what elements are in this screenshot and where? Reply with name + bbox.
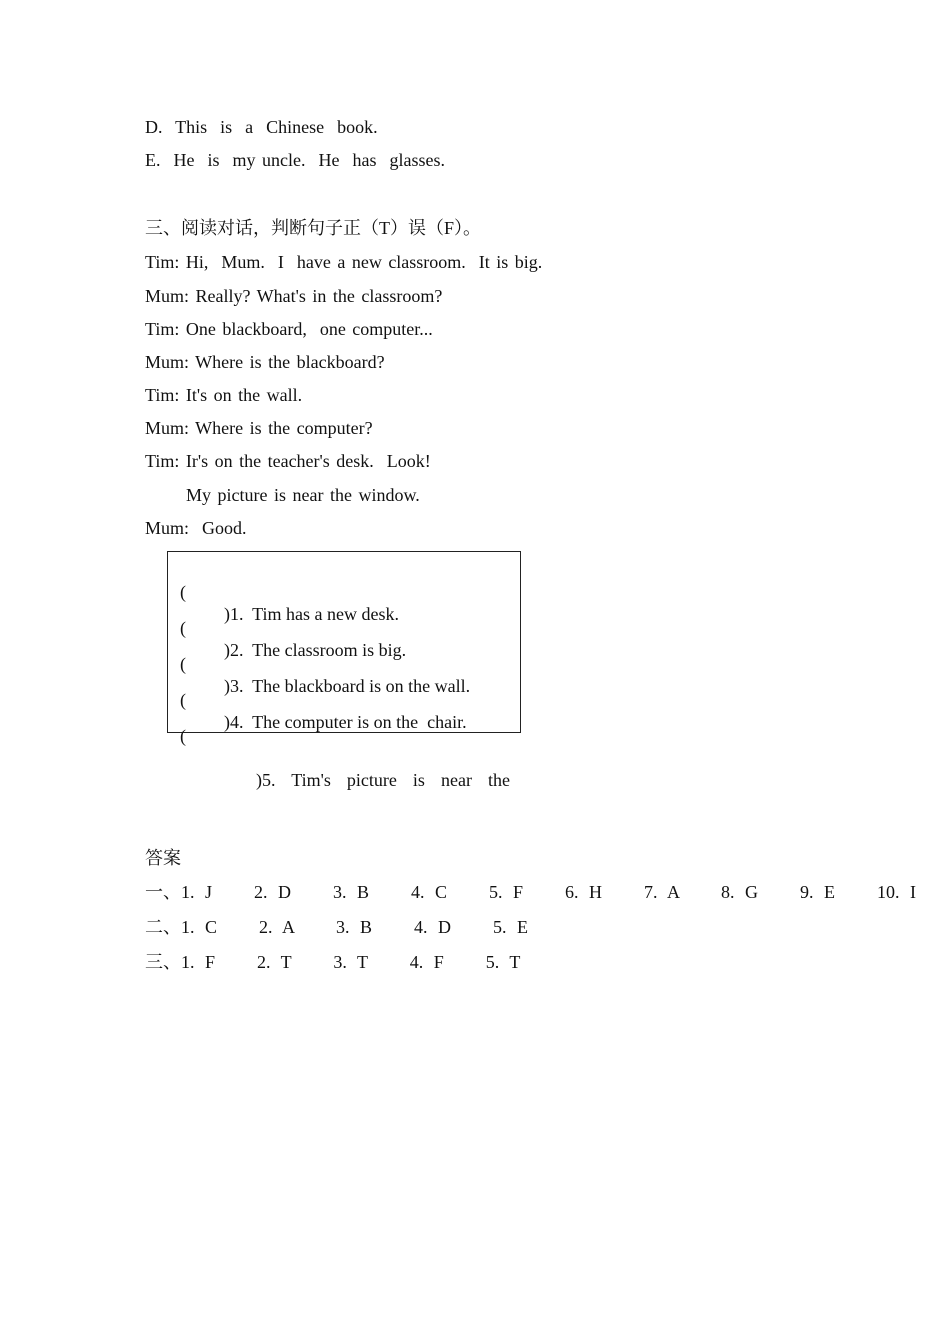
dialogue-line: Mum: Where is the computer? [145,418,373,438]
question-text: )5. Tim's picture is near the [256,770,510,790]
question-item [180,559,399,624]
answer-line: 一、1. J 2. D 3. B 4. C 5. F 6. H 7. A 8. G 9. E 10. I [145,882,917,902]
dialogue-line: Mum: Where is the blackboard? [145,352,385,372]
section3-heading: 三、阅读对话，判断句子正（T）误（F）。 [145,218,482,238]
dialogue-line: Tim: Hi, Mum. I have a new classroom. It is big. [145,252,543,272]
answer-blank-open: ( [180,726,186,746]
question-text: )1. Tim has a new desk. [224,604,399,624]
dialogue-line: My picture is near the window. [186,485,420,505]
dialogue-line: Tim: It's on the wall. [145,385,303,405]
question-text: )2. The classroom is big. [224,640,407,660]
dialogue-line: Mum: Really? What's in the classroom? [145,286,443,306]
answer-blank-open: ( [180,690,186,710]
answers-title: 答案 [145,848,181,868]
dialogue-line: Tim: Ir's on the teacher's desk. Look! [145,451,431,471]
question-text: )4. The computer is on the chair. [224,712,467,732]
answer-blank-open: ( [180,582,186,602]
question-text: )3. The blackboard is on the wall. [224,676,471,696]
section2-option-d: D. This is a Chinese book. [145,117,378,137]
section2-option-e: E. He is my uncle. He has glasses. [145,150,445,170]
answer-line: 二、1. C 2. A 3. B 4. D 5. E [145,917,529,937]
answer-blank-open: ( [180,654,186,674]
dialogue-line: Tim: One blackboard, one computer... [145,319,433,339]
answer-line: 三、1. F 2. T 3. T 4. F 5. T [145,952,521,972]
dialogue-line: Mum: Good. [145,518,247,538]
answer-blank-open: ( [180,618,186,638]
true-false-question-box [167,551,521,790]
